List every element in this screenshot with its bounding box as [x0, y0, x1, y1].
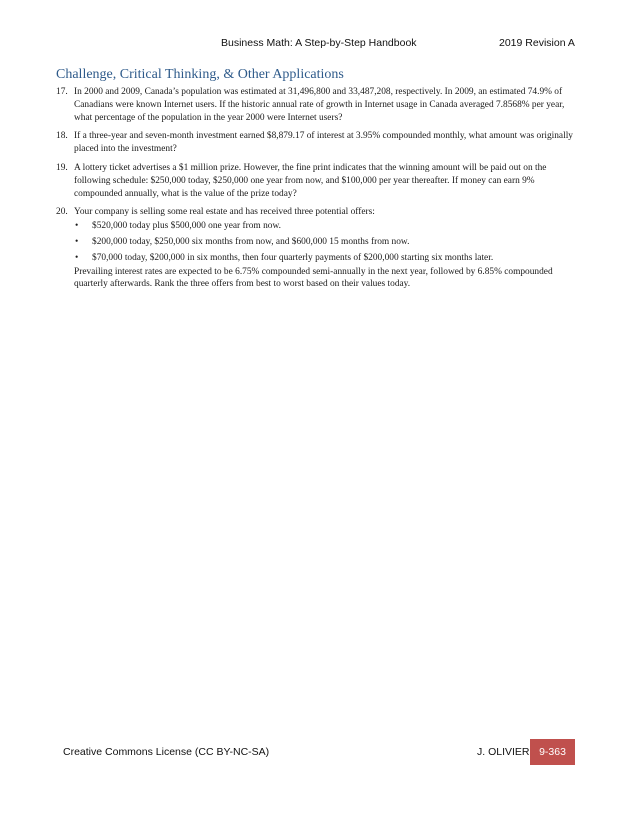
problem-text: If a three-year and seven-month investment earned $8,879.17 of interest at 3.95% compounded monthly, what amount was originally placed into the investment? — [74, 131, 573, 155]
problem-20 — [56, 206, 576, 291]
page-number-badge: 9-363 — [530, 739, 575, 765]
offer-list — [74, 220, 576, 264]
bullet-icon: • — [75, 236, 79, 247]
problem-list — [56, 86, 576, 297]
problem-closing-text: Prevailing interest rates are expected to be 6.75% compounded semi-annually in the next year, followed by 6.85% compounded quarterly afterwards. Rank the three offers from best to worst based on their values today. — [74, 266, 553, 290]
problem-number: 20. — [56, 207, 68, 218]
offer-text: $520,000 today plus $500,000 one year from now. — [92, 221, 281, 232]
section-title: Challenge, Critical Thinking, & Other Applications — [56, 67, 344, 82]
offer-text: $200,000 today, $250,000 six months from now, and $600,000 15 months from now. — [92, 236, 410, 247]
bullet-icon: • — [75, 252, 79, 263]
license-text: Creative Commons License (CC BY-NC-SA) — [63, 746, 270, 758]
problem-18 — [56, 130, 576, 156]
problem-text: A lottery ticket advertises a $1 million prize. However, the fine print indicates that the winning amount will be paid out on the following schedule: $250,000 today, $250,000 one year from now, and $100,000 per year thereafter. If money can earn 9% compounded annually, what is the value of the prize today? — [74, 162, 547, 199]
problem-number: 19. — [56, 162, 68, 173]
problem-number: 17. — [56, 87, 68, 97]
list-item — [74, 236, 576, 249]
page-footer — [0, 745, 630, 765]
problem-text: Your company is selling some real estate and has received three potential offers: — [74, 207, 375, 218]
book-title: Business Math: A Step-by-Step Handbook — [221, 37, 417, 49]
author-name: J. OLIVIER — [477, 746, 530, 758]
problem-number: 18. — [56, 131, 68, 142]
revision-label: 2019 Revision A — [499, 37, 575, 49]
offer-text: $70,000 today, $200,000 in six months, then four quarterly payments of $200,000 starting six months later. — [92, 252, 494, 263]
list-item — [74, 252, 576, 265]
problem-17 — [56, 86, 576, 124]
problem-19 — [56, 162, 576, 200]
bullet-icon: • — [75, 221, 79, 232]
problem-text: In 2000 and 2009, Canada’s population was estimated at 31,496,800 and 33,487,208, respectively. In 2009, an estimated 74.9% of Canadians were known Internet users. If the historic annual rate of growth in Internet usage in Canada averaged 7.8568% per year, what percentage of the population in the year 2000 were Internet users? — [74, 87, 565, 123]
list-item — [74, 220, 576, 233]
